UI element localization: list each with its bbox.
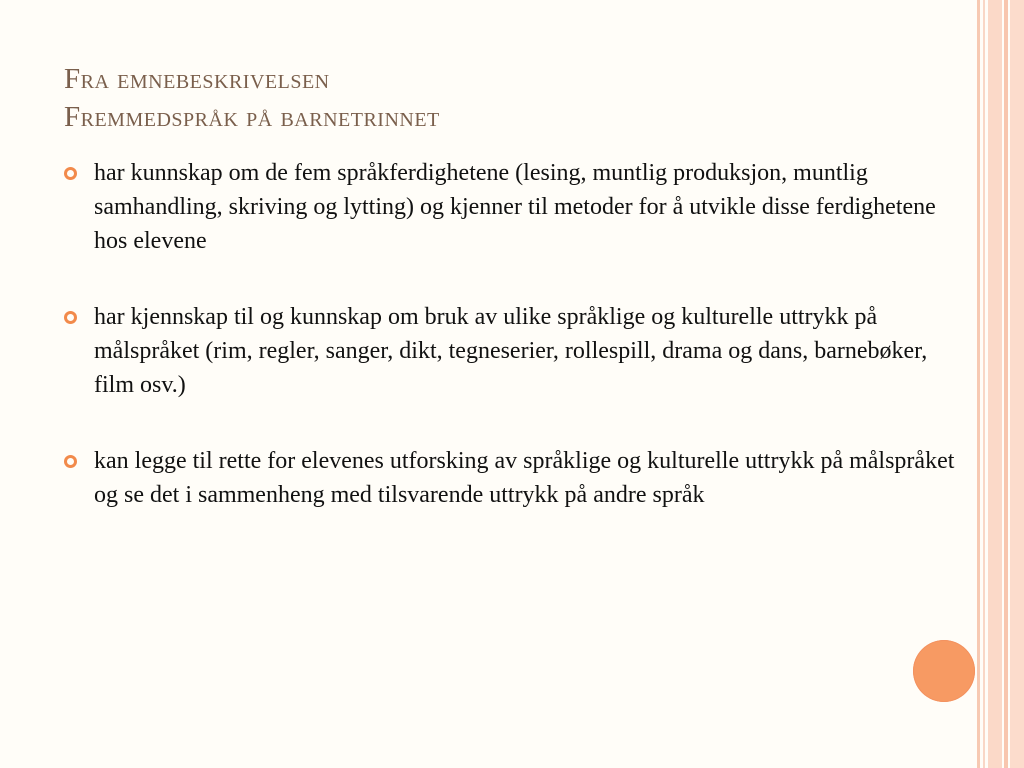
bullet-text: har kunnskap om de fem språkferdighetene (lesing, muntlig produksjon, muntlig samhandling, skriving og lytting) og kjenner til metoder for å utvikle disse ferdighetene hos elevene [94,160,936,254]
orange-ring-bullet-icon [64,311,77,324]
right-border-stripe [1004,0,1008,768]
bullet-item [64,444,964,512]
right-border-stripe [983,0,985,768]
orange-circle-decoration [913,640,975,702]
right-border-stripe [1010,0,1024,768]
bullet-text: har kjennskap til og kunnskap om bruk av ulike språklige og kulturelle uttrykk på målspråket (rim, regler, sanger, dikt, tegneserier, rollespill, drama og dans, barnebøker, film osv.) [94,304,928,398]
title-line-2: Fremmedspråk på barnetrinnet [64,101,440,133]
orange-ring-bullet-icon [64,167,77,180]
bullet-list [64,156,964,554]
bullet-item [64,156,964,258]
orange-ring-bullet-icon [64,455,77,468]
right-border-stripe [977,0,980,768]
bullet-item [64,300,964,402]
right-border-stripe [988,0,1002,768]
title-line-1: Fra emnebeskrivelsen [64,63,330,95]
bullet-text: kan legge til rette for elevenes utforsking av språklige og kulturelle uttrykk på målspråket og se det i sammenheng med tilsvarende uttrykk på andre språk [94,448,955,508]
slide-title [64,60,924,136]
